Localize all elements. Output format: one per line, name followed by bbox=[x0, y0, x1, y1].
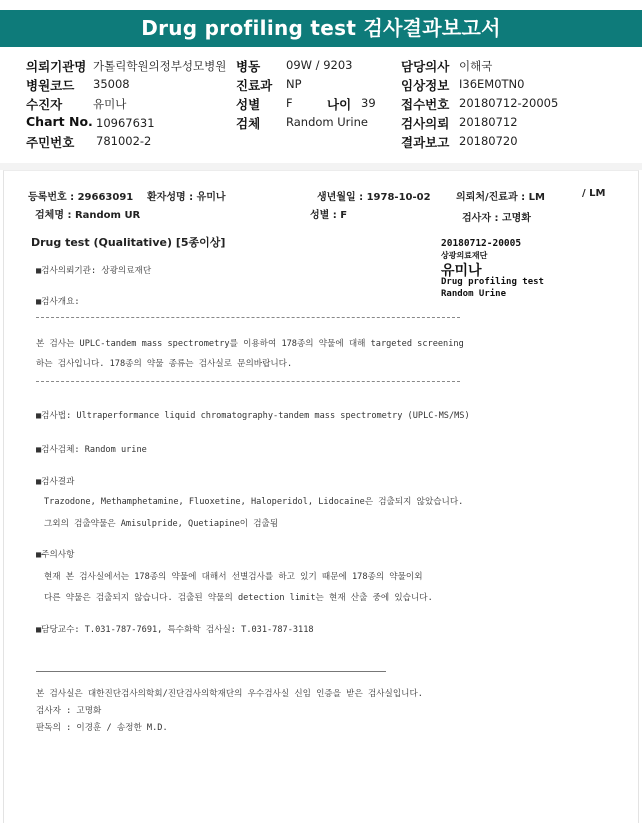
examiner: 검사자 : 고명화 bbox=[462, 213, 531, 224]
section-separator bbox=[0, 163, 642, 170]
contact: ■담당교수: T.031-787-7691, 특수화학 검사실: T.031-787-3118 bbox=[36, 625, 314, 635]
dept-value: NP bbox=[286, 77, 302, 91]
request-label: 검사의뢰 bbox=[401, 116, 450, 131]
doctor-label: 담당의사 bbox=[401, 59, 450, 74]
specimen-line: ■검사검체: Random urine bbox=[36, 445, 147, 455]
hospital-value: 가톨릭학원의정부성모병원 bbox=[93, 59, 227, 73]
caution-line-1: 현재 본 검사실에서는 178종의 약물에 대해서 선별검사를 하고 있기 때문에 178종의 약물이외 bbox=[44, 572, 423, 582]
specimen-value: Random Urine bbox=[286, 115, 368, 129]
certification: 본 검사실은 대한진단검사의학회/진단검사의학재단의 우수검사실 신임 인증을 받은 검사실입니다. bbox=[36, 689, 423, 699]
resident-value: 781002-2 bbox=[96, 134, 152, 148]
caution-title: ■주의사항 bbox=[36, 550, 75, 560]
label-test: Drug profiling test bbox=[441, 277, 544, 287]
overview-title: ■검사개요: bbox=[36, 297, 80, 307]
dept-label: 진료과 bbox=[236, 78, 273, 93]
result-line-1: Trazodone, Methamphetamine, Fluoxetine, Haloperidol, Lidocaine은 검출되지 않았습니다. bbox=[44, 497, 464, 507]
receipt-no-value: 20180712-20005 bbox=[459, 96, 559, 110]
age-value: 39 bbox=[361, 96, 376, 110]
hospital-code-label: 병원코드 bbox=[26, 78, 75, 93]
label-org: 상광의료재단 bbox=[441, 251, 488, 260]
patient-name: 환자성명 : 유미나 bbox=[147, 192, 226, 203]
clinical-info-label: 임상정보 bbox=[401, 78, 450, 93]
resident-label: 주민번호 bbox=[26, 135, 75, 150]
examinee-value: 유미나 bbox=[93, 97, 127, 111]
examiner-signature: 검사자 : 고명화 bbox=[36, 706, 102, 716]
requesting-org: ■검사의뢰기관: 상광의료재단 bbox=[36, 266, 152, 276]
reader-signature: 판독의 : 이경훈 / 송정한 M.D. bbox=[36, 723, 168, 733]
divider bbox=[36, 317, 460, 318]
report-title: Drug profiling test 검사결과보고서 bbox=[0, 10, 642, 47]
receipt-no-label: 접수번호 bbox=[401, 97, 450, 112]
specimen-name: 검체명 : Random UR bbox=[35, 210, 141, 221]
chart-value: 10967631 bbox=[96, 116, 155, 130]
caution-line-2: 다른 약물은 검출되지 않습니다. 검출된 약물의 detection limit는 현재 산출 중에 있습니다. bbox=[44, 593, 433, 603]
report-page bbox=[3, 170, 639, 823]
ward-label: 병동 bbox=[236, 59, 261, 74]
sex: 성별 : F bbox=[310, 210, 348, 221]
overview-line-2: 하는 검사입니다. 178종의 약물 종류는 검사실로 문의바랍니다. bbox=[36, 359, 293, 369]
signature-divider bbox=[36, 671, 386, 672]
age-label: 나이 bbox=[327, 97, 352, 112]
divider bbox=[36, 381, 460, 382]
client-dept-2: / LM bbox=[582, 188, 606, 199]
label-name: 유미나 bbox=[441, 263, 482, 279]
specimen-label: 검체 bbox=[236, 116, 261, 131]
doctor-value: 이해국 bbox=[459, 59, 493, 73]
result-line-2: 그외의 검출약물은 Amisulpride, Quetiapine이 검출됨 bbox=[44, 519, 279, 529]
client-dept: 의뢰처/진료과 : LM bbox=[456, 192, 545, 203]
clinical-info-value: I36EM0TN0 bbox=[459, 77, 525, 91]
report-value: 20180720 bbox=[459, 134, 518, 148]
method: ■검사법: Ultraperformance liquid chromatography-tandem mass spectrometry (UPLC-MS/MS) bbox=[36, 411, 470, 421]
birth-date: 생년월일 : 1978-10-02 bbox=[317, 192, 431, 203]
result-title: ■검사결과 bbox=[36, 477, 75, 487]
examinee-label: 수진자 bbox=[26, 97, 63, 112]
hospital-label: 의뢰기관명 bbox=[26, 59, 87, 74]
report-heading: Drug test (Qualitative) [5종이상] bbox=[31, 236, 226, 249]
reg-no: 등록번호 : 29663091 bbox=[28, 192, 134, 203]
chart-label: Chart No. bbox=[26, 114, 93, 129]
overview-line-1: 본 검사는 UPLC-tandem mass spectrometry를 이용하여 178종의 약물에 대해 targeted screening bbox=[36, 339, 464, 349]
sex-label: 성별 bbox=[236, 97, 261, 112]
report-label: 결과보고 bbox=[401, 135, 450, 150]
ward-value: 09W / 9203 bbox=[286, 58, 353, 72]
label-specimen: Random Urine bbox=[441, 289, 507, 299]
request-value: 20180712 bbox=[459, 115, 518, 129]
sex-value: F bbox=[286, 96, 293, 110]
label-receipt: 20180712-20005 bbox=[441, 238, 522, 249]
hospital-code-value: 35008 bbox=[93, 77, 130, 91]
